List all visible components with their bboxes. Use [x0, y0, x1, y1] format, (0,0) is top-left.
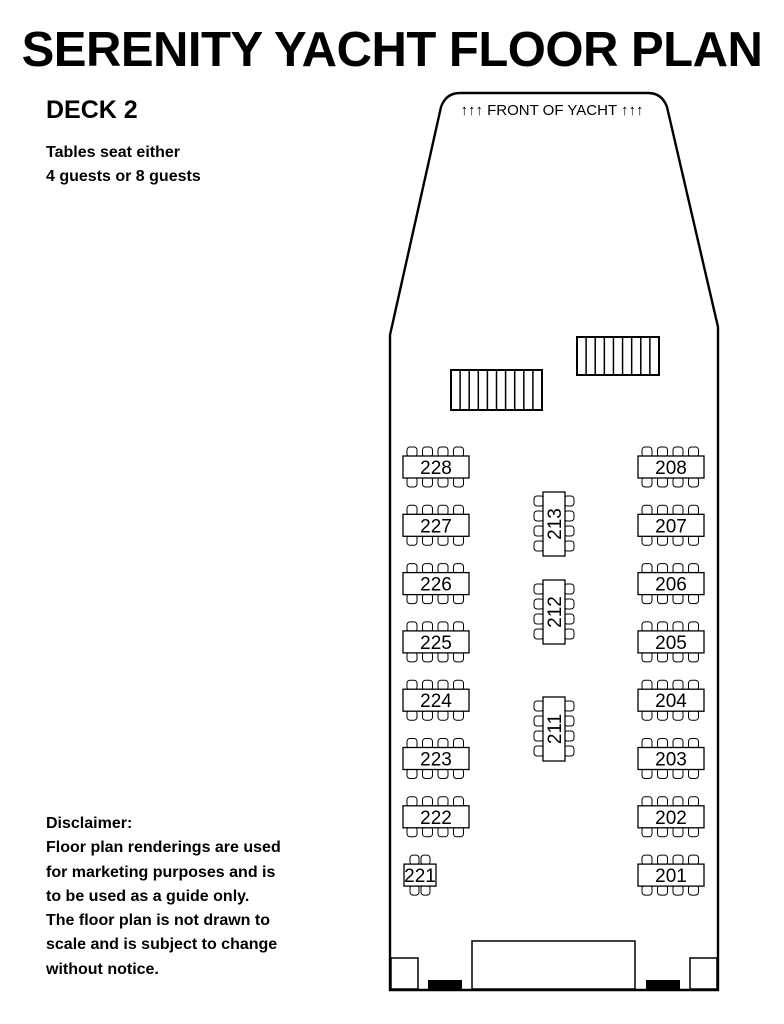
deck-heading: DECK 2: [46, 96, 138, 124]
table-number-label: 213: [545, 508, 566, 540]
table-number-label: 205: [655, 632, 687, 654]
table-number-label: 208: [655, 458, 687, 479]
seating-note-line: 4 guests or 8 guests: [46, 168, 201, 185]
disclaimer-line: without notice.: [46, 960, 159, 978]
table-number-label: 221: [404, 866, 436, 888]
table-number-label: 225: [420, 632, 452, 654]
disclaimer-line: to be used as a guide only.: [46, 887, 250, 905]
table-number-label: 227: [420, 516, 452, 538]
table-number-label: 206: [655, 574, 687, 596]
disclaimer-line: for marketing purposes and is: [46, 863, 276, 881]
table-number-label: 226: [420, 574, 452, 596]
disclaimer-line: The floor plan is not drawn to: [46, 912, 270, 930]
page-title: SERENITY YACHT FLOOR PLAN: [21, 23, 763, 77]
table-number-label: 222: [420, 807, 452, 829]
table-number-label: 224: [420, 691, 452, 713]
stern-box-left: [391, 958, 418, 989]
stairs-right: [577, 337, 659, 375]
table-number-label: 203: [655, 749, 687, 771]
table-number-label: 228: [420, 458, 452, 479]
table-number-label: 207: [655, 516, 687, 538]
table-number-label: 204: [655, 691, 687, 713]
disclaimer-line: Floor plan renderings are used: [46, 839, 281, 857]
stern-box-right: [690, 958, 717, 989]
stern-marker-right: [646, 980, 680, 989]
table-number-label: 211: [545, 713, 566, 745]
seating-note-line: Tables seat either: [46, 144, 180, 161]
stern-marker-left: [428, 980, 462, 989]
stairs-left: [451, 370, 542, 410]
table-number-label: 201: [655, 866, 687, 888]
disclaimer-heading: Disclaimer:: [46, 815, 133, 832]
table-number-label: 223: [420, 749, 452, 771]
front-of-yacht-label: ↑↑↑ FRONT OF YACHT ↑↑↑: [460, 102, 644, 119]
disclaimer-line: scale and is subject to change: [46, 936, 278, 954]
table-number-label: 212: [545, 596, 566, 628]
stern-platform: [472, 941, 635, 989]
table-number-label: 202: [655, 807, 687, 829]
